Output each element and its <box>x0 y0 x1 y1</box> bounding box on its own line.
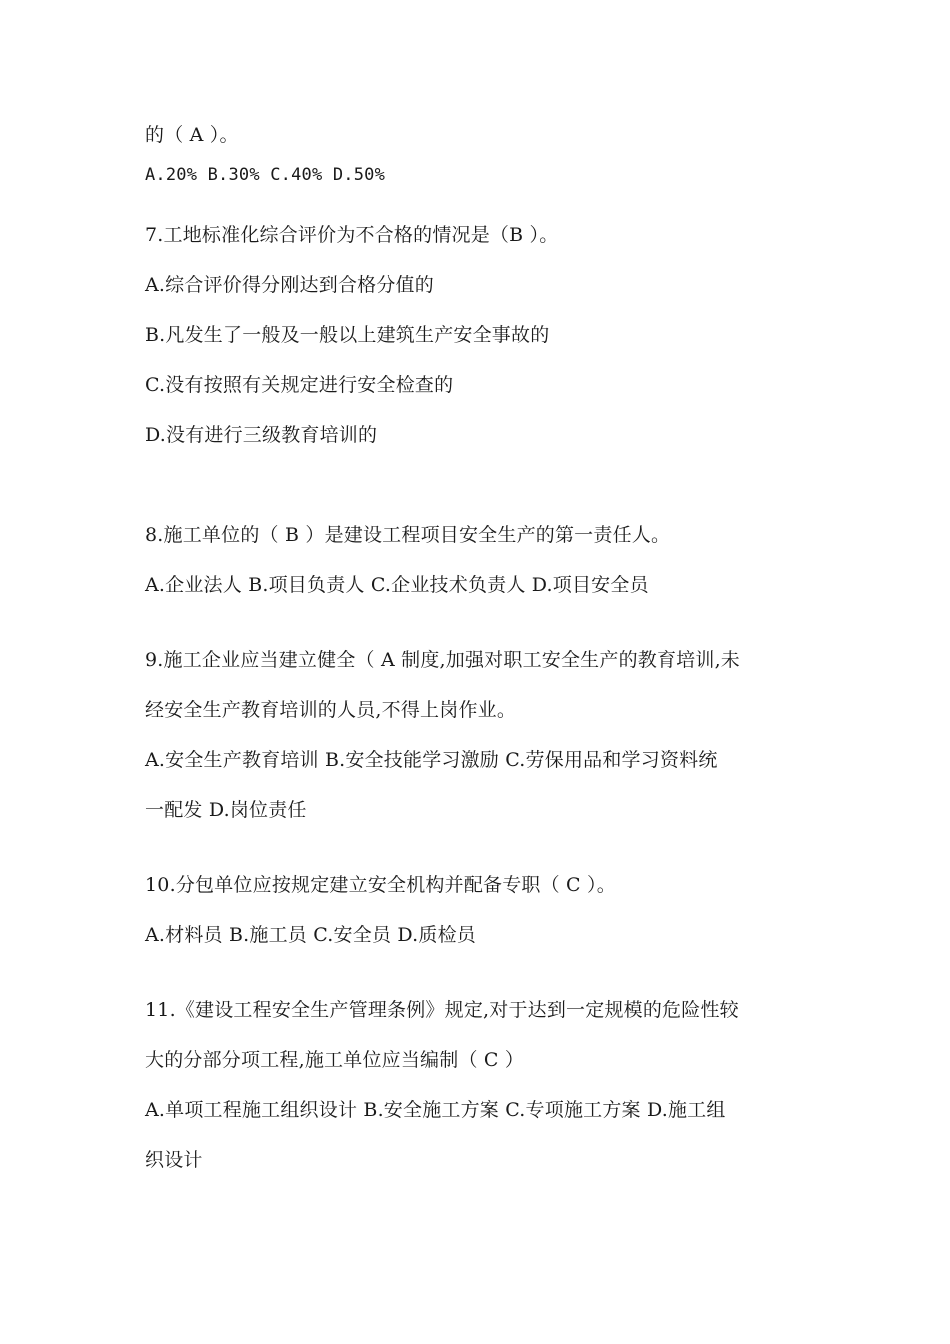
q9-options-line2: 一配发 D.岗位责任 <box>145 799 307 821</box>
q7-option-d: D.没有进行三级教育培训的 <box>145 424 378 446</box>
q7-option-c: C.没有按照有关规定进行安全检查的 <box>145 374 454 396</box>
q11-question-line2: 大的分部分项工程,施工单位应当编制（ C ） <box>145 1049 525 1071</box>
q6-continuation: 的（ A ）。 <box>145 124 239 146</box>
q9-options-line1: A.安全生产教育培训 B.安全技能学习激励 C.劳保用品和学习资料统 <box>145 749 718 771</box>
q8-question: 8.施工单位的（ B ）是建设工程项目安全生产的第一责任人。 <box>145 524 671 546</box>
q6-options: A.20% B.30% C.40% D.50% <box>145 165 386 185</box>
q8-options: A.企业法人 B.项目负责人 C.企业技术负责人 D.项目安全员 <box>145 574 649 596</box>
q9-question-line2: 经安全生产教育培训的人员,不得上岗作业。 <box>145 699 517 721</box>
q7-option-a: A.综合评价得分刚达到合格分值的 <box>145 274 434 296</box>
q10-question: 10.分包单位应按规定建立安全机构并配备专职（ C ）。 <box>145 874 616 896</box>
q9-question-line1: 9.施工企业应当建立健全（ A 制度,加强对职工安全生产的教育培训,未 <box>145 649 741 671</box>
q11-options-line1: A.单项工程施工组织设计 B.安全施工方案 C.专项施工方案 D.施工组 <box>145 1099 726 1121</box>
q7-question: 7.工地标准化综合评价为不合格的情况是（B ）。 <box>145 224 559 246</box>
q7-option-b: B.凡发生了一般及一般以上建筑生产安全事故的 <box>145 324 550 346</box>
q10-options: A.材料员 B.施工员 C.安全员 D.质检员 <box>145 924 476 946</box>
q11-options-line2: 织设计 <box>145 1149 203 1171</box>
q11-question-line1: 11.《建设工程安全生产管理条例》规定,对于达到一定规模的危险性较 <box>145 999 739 1021</box>
